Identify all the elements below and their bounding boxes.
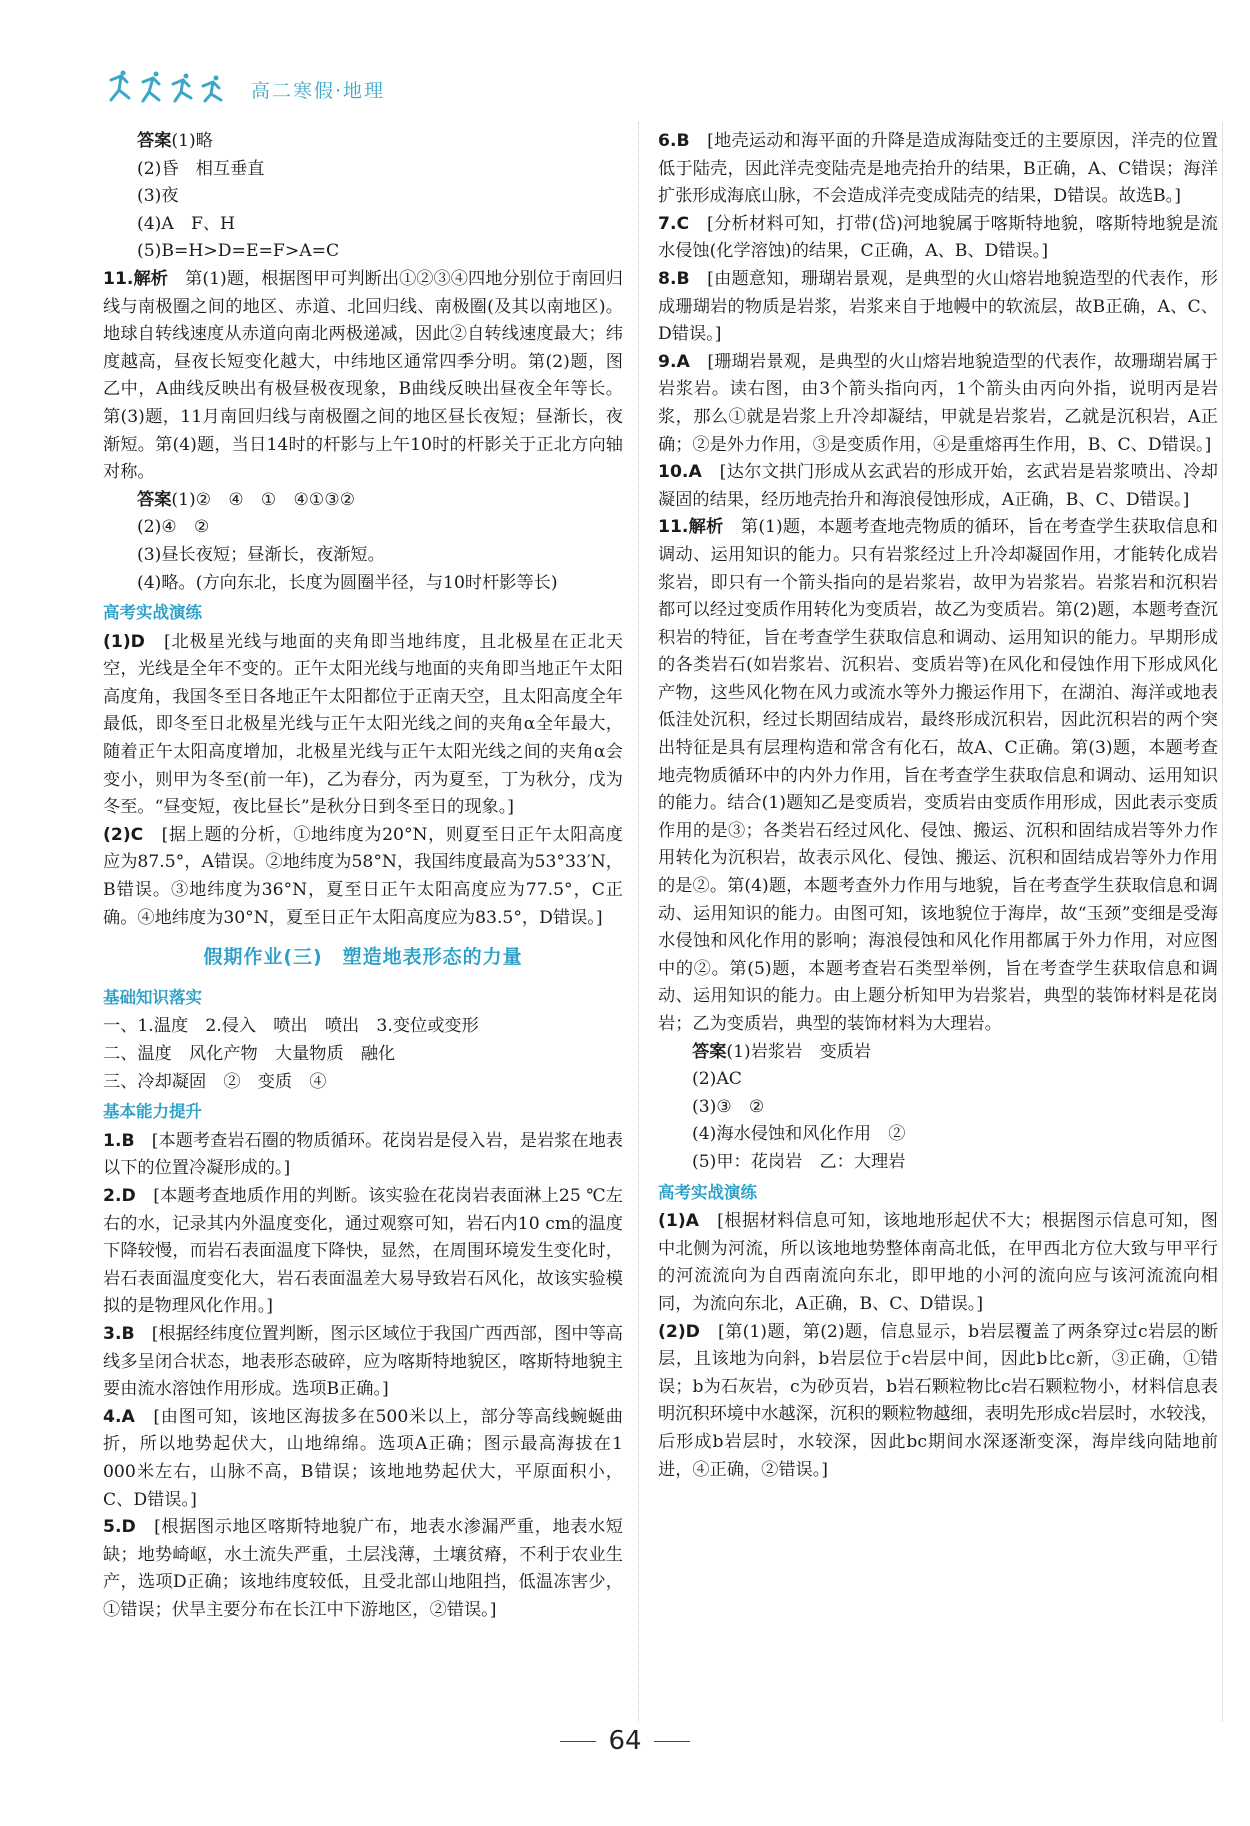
explanation-paragraph: (2)C [据上题的分析，①地纬度为20°N，则夏至日正午太阳高度应为87.5°，A错误。②地纬度为58°N，我国纬度最高为53°33′N，B错误。③地纬度为36°N，夏至日正午太阳高度应为77.5°，C正确。④地纬度为30°N，夏至日正午太阳高度应为83.5°，D错误。]	[103, 824, 623, 928]
explanation-paragraph: (1)D [北极星光线与地面的夹角即当地纬度，且北极星在正北天空，光线是全年不变的。正午太阳光线与地面的夹角即当地正午太阳高度角，我国冬至日各地正午太阳都位于正南天空，且太阳高度全年最低，即冬至日北极星光线与正午太阳光线之间的夹角α全年最大，随着正午太阳高度增加，北极星光线与正午太阳光线之间的夹角α会变小，则甲为冬至(前一年)，乙为春分，丙为夏至，丁为秋分，戊为冬至。“昼变短，夜比昼长”是秋分日到冬至日的现象。]	[103, 631, 623, 818]
answer-line: (4)略。(方向东北，长度为圆圈半径，与10时杆影等长)	[137, 572, 558, 593]
answer-line: 答案(1)略	[137, 131, 213, 151]
fill-answer-line: 二、温度 风化产物 大量物质 融化	[103, 1044, 396, 1064]
answer-line: (5)甲：花岗岩 乙：大理岩	[692, 1151, 906, 1172]
fill-answer-line: 一、1.温度 2.侵入 喷出 喷出 3.变位或变形	[103, 1016, 479, 1037]
explanation-paragraph: 10.A [达尔文拱门形成从玄武岩的形成开始，玄武岩是岩浆喷出、冷却凝固的结果，经历地壳抬升和海浪侵蚀形成，A正确，B、C、D错误。]	[658, 462, 1218, 510]
explanation-paragraph: 11.解析 第(1)题，根据图甲可判断出①②③④四地分别位于南回归线与南极圈之间的地区、赤道、北回归线、南极圈(及其以南地区)。地球自转线速度从赤道向南北两极递减，因此②自转线速度最大；纬度越高，昼夜长短变化越大，中纬地区通常四季分明。第(2)题，图乙中，A曲线反映出有极昼极夜现象，B曲线反映出昼夜全年等长。第(3)题，11月南回归线与南极圈之间的地区昼长夜短；昼渐长，夜渐短。第(4)题，当日14时的杆影与上午10时的杆影关于正北方向轴对称。	[103, 268, 623, 483]
answer-line: (2)昏 相互垂直	[137, 158, 265, 179]
answer-line: (3)③ ②	[692, 1096, 765, 1117]
answer-line: (5)B=H>D=E=F>A=C	[137, 241, 340, 262]
explanation-paragraph: (1)A [根据材料信息可知，该地地形起伏不大；根据图示信息可知，图中北侧为河流，所以该地地势整体南高北低，在甲西北方位大致与甲平行的河流流向为自西南流向东北，即甲地的小河的流向应与该河流流向相同，为流向东北，A正确，B、C、D错误。]	[658, 1211, 1218, 1314]
explanation-paragraph: 4.A [由图可知，该地区海拔多在500米以上，部分等高线蜿蜒曲折，所以地势起伏大，山地绵绵。选项A正确；图示最高海拔在1 000米左右，山脉不高，B错误；该地地势起伏大，平原面积小，C、D错误。]	[103, 1406, 623, 1510]
explanation-paragraph: 1.B [本题考查岩石圈的物质循环。花岗岩是侵入岩，是岩浆在地表以下的位置冷凝形成的。]	[103, 1130, 623, 1179]
page-header	[103, 70, 463, 106]
page-footer	[0, 1726, 1250, 1756]
answer-line: (4)A F、H	[137, 213, 236, 234]
explanation-paragraph: 2.D [本题考查地质作用的判断。该实验在花岗岩表面淋上25 ℃左右的水，记录其内外温度变化，通过观察可知，岩石内10 cm的温度下降较慢，而岩石表面温度下降快，显然，在周围环境发生变化时，岩石表面温度变化大，岩石表面温差大易导致岩石风化，故该实验模拟的是物理风化作用。]	[103, 1185, 623, 1317]
header-title: 高二寒假·地理	[251, 80, 386, 102]
runners-logo-icon	[103, 70, 243, 106]
answer-line: (3)夜	[137, 186, 179, 207]
unit-title: 假期作业(三) 塑造地表形态的力量	[203, 946, 523, 969]
page-edge-line	[1222, 122, 1223, 1722]
explanation-paragraph: 6.B [地壳运动和海平面的升降是造成海陆变迁的主要原因，洋壳的位置低于陆壳，因此洋壳变陆壳是地壳抬升的结果，B正确，A、C错误；海洋扩张形成海底山脉，不会造成洋壳变成陆壳的结果，D错误。故选B。]	[658, 131, 1218, 207]
answer-line: (2)AC	[692, 1069, 742, 1090]
explanation-paragraph: 3.B [根据经纬度位置判断，图示区域位于我国广西西部，图中等高线多呈闭合状态，地表形态破碎，应为喀斯特地貌区，喀斯特地貌主要由流水溶蚀作用形成。选项B正确。]	[103, 1323, 623, 1400]
explanation-paragraph: 5.D [根据图示地区喀斯特地貌广布，地表水渗漏严重，地表水短缺；地势崎岖，水土流失严重，土层浅薄，土壤贫瘠，不利于农业生产，选项D正确；该地纬度较低，且受北部山地阻挡，低温冻害少，①错误；伏旱主要分布在长江中下游地区，②错误。]	[103, 1517, 623, 1620]
footer-dash-right	[654, 1741, 690, 1742]
section-heading: 高考实战演练	[103, 603, 202, 623]
section-heading: 基本能力提升	[103, 1102, 202, 1122]
answer-line: (4)海水侵蚀和风化作用 ②	[692, 1124, 906, 1145]
explanation-paragraph: 11.解析 第(1)题，本题考查地壳物质的循环，旨在考查学生获取信息和调动、运用知识的能力。只有岩浆经过上升冷却凝固作用，才能转化成岩浆岩，即只有一个箭头指向的是岩浆岩，故甲为岩浆岩。岩浆岩和沉积岩都可以经过变质作用转化为变质岩，故乙为变质岩。第(2)题，本题考查沉积岩的特征，旨在考查学生获取信息和调动、运用知识的能力。早期形成的各类岩石(如岩浆岩、沉积岩、变质岩等)在风化和侵蚀作用下形成风化产物，这些风化物在风力或流水等外力搬运作用下，在湖泊、海洋或地表低洼处沉积，经过长期固结成岩，最终形成沉积岩，因此沉积岩的两个突出特征是具有层理构造和常含有化石，故A、C正确。第(3)题，本题考查地壳物质循环中的内外力作用，旨在考查学生获取信息和调动、运用知识的能力。结合(1)题知乙是变质岩，变质岩由变质作用形成，因此表示变质作用的是③；各类岩石经过风化、侵蚀、搬运、沉积和固结成岩等外力作用转化为沉积岩，故表示风化、侵蚀、搬运、沉积和固结成岩等外力作用的是②。第(4)题，本题考查外力作用与地貌，旨在考查学生获取信息和调动、运用知识的能力。由图可知，该地貌位于海岸，故“玉颈”变细是受海水侵蚀和风化作用的影响；海浪侵蚀和风化作用都属于外力作用，对应图中的②。第(5)题，本题考查岩石类型举例，旨在考查学生获取信息和调动、运用知识的能力。由上题分析知甲为岩浆岩，典型的装饰材料是花岗岩；乙为变质岩，典型的装饰材料为大理岩。	[658, 517, 1218, 1034]
left-column	[103, 128, 623, 1624]
section-heading: 高考实战演练	[658, 1182, 757, 1202]
answer-line: (3)昼长夜短；昼渐长，夜渐短。	[137, 544, 385, 565]
explanation-paragraph: 8.B [由题意知，珊瑚岩景观，是典型的火山熔岩地貌造型的代表作，形成珊瑚岩的物质是岩浆，岩浆来自于地幔中的软流层，故B正确，A、C、D错误。]	[658, 268, 1218, 345]
explanation-paragraph: (2)D [第(1)题，第(2)题，信息显示，b岩层覆盖了两条穿过c岩层的断层，且该地为向斜，b岩层位于c岩层中间，因此b比c新，③正确，①错误；b为石灰岩，c为砂页岩，b岩石颗粒物比c岩石颗粒物小，材料信息表明沉积环境中水越深，沉积的颗粒物越细，表明先形成c岩层时，水较浅，后形成b岩层时，水较深，因此bc期间水深逐渐变深，海岸线向陆地前进，④正确，②错误。]	[658, 1321, 1218, 1480]
explanation-paragraph: 9.A [珊瑚岩景观，是典型的火山熔岩地貌造型的代表作，故珊瑚岩属于岩浆岩。读右图，由3个箭头指向丙，1个箭头由丙向外指，说明丙是岩浆，那么①就是岩浆上升冷却凝结，甲就是岩浆岩，乙就是沉积岩，A正确；②是外力作用，③是变质作用，④是重熔再生作用，B、C、D错误。]	[658, 351, 1218, 455]
answer-line: (2)④ ②	[137, 517, 210, 538]
page-number: 64	[608, 1726, 642, 1756]
section-heading: 基础知识落实	[103, 987, 202, 1007]
footer-dash-left	[560, 1741, 596, 1742]
fill-answer-line: 三、冷却凝固 ② 变质 ④	[103, 1071, 327, 1092]
right-column	[658, 128, 1218, 1484]
answer-line: 答案(1)② ④ ① ④①③②	[137, 489, 356, 510]
explanation-paragraph: 7.C [分析材料可知，打带(岱)河地貌属于喀斯特地貌，喀斯特地貌是流水侵蚀(化学溶蚀)的结果，C正确，A、B、D错误。]	[658, 213, 1218, 262]
column-divider	[638, 122, 639, 1722]
answer-line: 答案(1)岩浆岩 变质岩	[692, 1041, 872, 1062]
